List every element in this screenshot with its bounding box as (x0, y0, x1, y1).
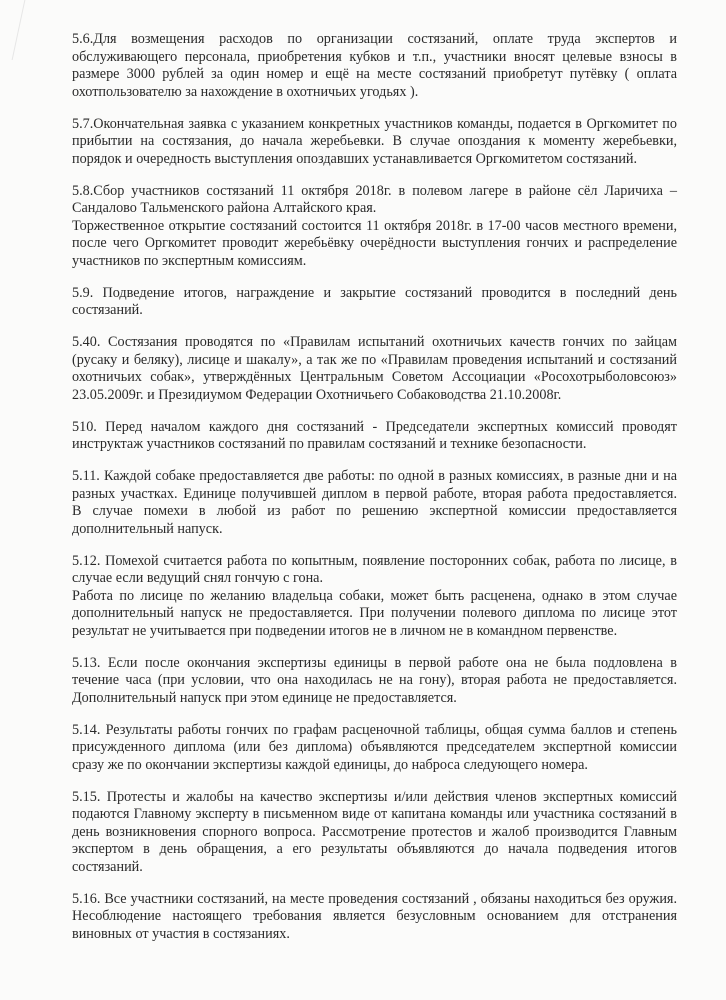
text-line: Торжественное открытие состязаний состоится 11 октября 2018г. в 17-00 часов местного времени, (72, 217, 677, 234)
text-line: охотничьих собак», утверждённых Центральным Советом Ассоциации «Росохотрыболовсоюз» (72, 369, 677, 385)
text-line: сразу же по окончании экспертизы каждой единицы, до наброса следующего номера. (72, 756, 588, 773)
text-line: 5.12. Помехой считается работа по копытным, появление посторонних собак, работа по лисице, в (72, 552, 677, 569)
text-line: состязаний. (72, 858, 143, 875)
paragraph (72, 116, 677, 169)
text-line: Работа по лисице по желанию владельца собаки, может быть расценена, однако в этом случае (72, 587, 677, 604)
paragraph (72, 468, 677, 538)
text-line: виновных от участия в состязаниях. (72, 925, 290, 942)
document-page (72, 31, 677, 958)
text-line: инструктаж участников состязаний по правилам состязаний и технике безопасности. (72, 436, 587, 452)
text-line: результат не учитывается при подведении итогов не в личном не в командном первенстве. (72, 622, 618, 639)
text-line: 5.6.Для возмещения расходов по организации состязаний, оплате труда экспертов и (72, 31, 677, 47)
text-line: случае если ведущий снял гончую с гона. (72, 570, 324, 586)
text-line: порядок и очередность выступления опоздавших устанавливается Оргкомитетом состязаний. (72, 150, 638, 167)
paragraph (72, 553, 677, 641)
text-line: охотпользователю за нахождение в охотничьих угодьях ). (72, 83, 419, 100)
paragraph (72, 891, 677, 944)
text-line: течение часа (при условии, что она находилась не на гону), вторая работа не предоставляется. (72, 672, 677, 688)
text-line: подаются Главному эксперту в письменном виде от капитана команды или участника состязаний в (72, 806, 677, 822)
text-line: день возникновения спорного вопроса. Рассмотрение протестов и жалоб производится Главным (72, 823, 677, 840)
scan-fold-mark (0, 0, 25, 60)
text-line: 5.8.Сбор участников состязаний 11 октября 2018г. в полевом лагере в районе сёл Ларичиха – (72, 182, 677, 199)
text-line: 5.13. Если после окончания экспертизы единицы в первой работе она не была подловлена в (72, 654, 677, 671)
text-line: (русаку и беляку), лисице и шакалу», а так же по «Правилам проведения испытаний и состязаний (72, 351, 677, 368)
text-line: дополнительный напуск. (72, 520, 223, 537)
text-line: 5.9. Подведение итогов, награждение и закрытие состязаний проводится в последний день (72, 284, 677, 301)
text-line: Дополнительный напуск при этом единице не предоставляется. (72, 689, 457, 706)
paragraph (72, 722, 677, 775)
paragraph (72, 183, 677, 271)
paragraph (72, 334, 677, 404)
paragraph (72, 655, 677, 708)
text-line: дополнительный напуск не предоставляется. При получении полевого диплома по лисице этот (72, 605, 677, 621)
paragraph (72, 31, 677, 101)
text-line: обслуживающего персонала, приобретения кубков и т.п., участники вносят целевые взносы в (72, 48, 677, 65)
text-line: 510. Перед началом каждого дня состязаний - Председатели экспертных комиссий проводят (72, 418, 677, 435)
text-line: 5.7.Окончательная заявка с указанием конкретных участников команды, подается в Оргкомитет по (72, 115, 677, 132)
text-line: Несоблюдение настоящего требования является безусловным основанием для отстранения (72, 908, 677, 924)
text-line: прибытии на состязания, до начала жеребьевки. В случае опоздания к моменту жеребьевки, (72, 133, 677, 149)
text-line: размере 3000 рублей за один номер и ещё на месте состязаний приобретут путёвку ( оплата (72, 66, 677, 82)
text-line: 5.16. Все участники состязаний, на месте проведения состязаний , обязаны находиться без оружия. (72, 890, 677, 907)
text-line: 23.05.2009г. и Президиумом Федерации Охотничьего Собаководства 21.10.2008г. (72, 386, 562, 403)
paragraph (72, 789, 677, 877)
paragraph (72, 285, 677, 320)
text-line: присужденного диплома (или без диплома) объявляются председателем экспертной комиссии (72, 739, 677, 755)
text-line: экспертом в день обращения, а его результаты объявляются до начала подведения итогов (72, 841, 677, 857)
text-line: 5.40. Состязания проводятся по «Правилам испытаний охотничьих качеств гончих по зайцам (72, 334, 677, 350)
text-line: 5.15. Протесты и жалобы на качество экспертизы и/или действия членов экспертных комиссий (72, 788, 677, 805)
text-line: 5.11. Каждой собаке предоставляется две работы: по одной в разных комиссиях, в разные дни и на (72, 468, 677, 484)
text-line: В случае помехи в любой из работ по решению экспертной комиссии предоставляется (72, 503, 677, 519)
text-line: участников по экспертным комиссиям. (72, 252, 307, 269)
text-line: 5.14. Результаты работы гончих по графам расценочной таблицы, общая сумма баллов и степень (72, 721, 677, 738)
text-line: после чего Оргкомитет проводит жеребьёвку очерёдности выступления гончих и распределение (72, 235, 677, 251)
text-line: Сандалово Тальменского района Алтайского края. (72, 200, 377, 216)
text-line: разных участках. Единице получившей диплом в первой работе, вторая работа предоставляется. (72, 485, 677, 502)
text-line: состязаний. (72, 302, 143, 318)
paragraph (72, 419, 677, 454)
